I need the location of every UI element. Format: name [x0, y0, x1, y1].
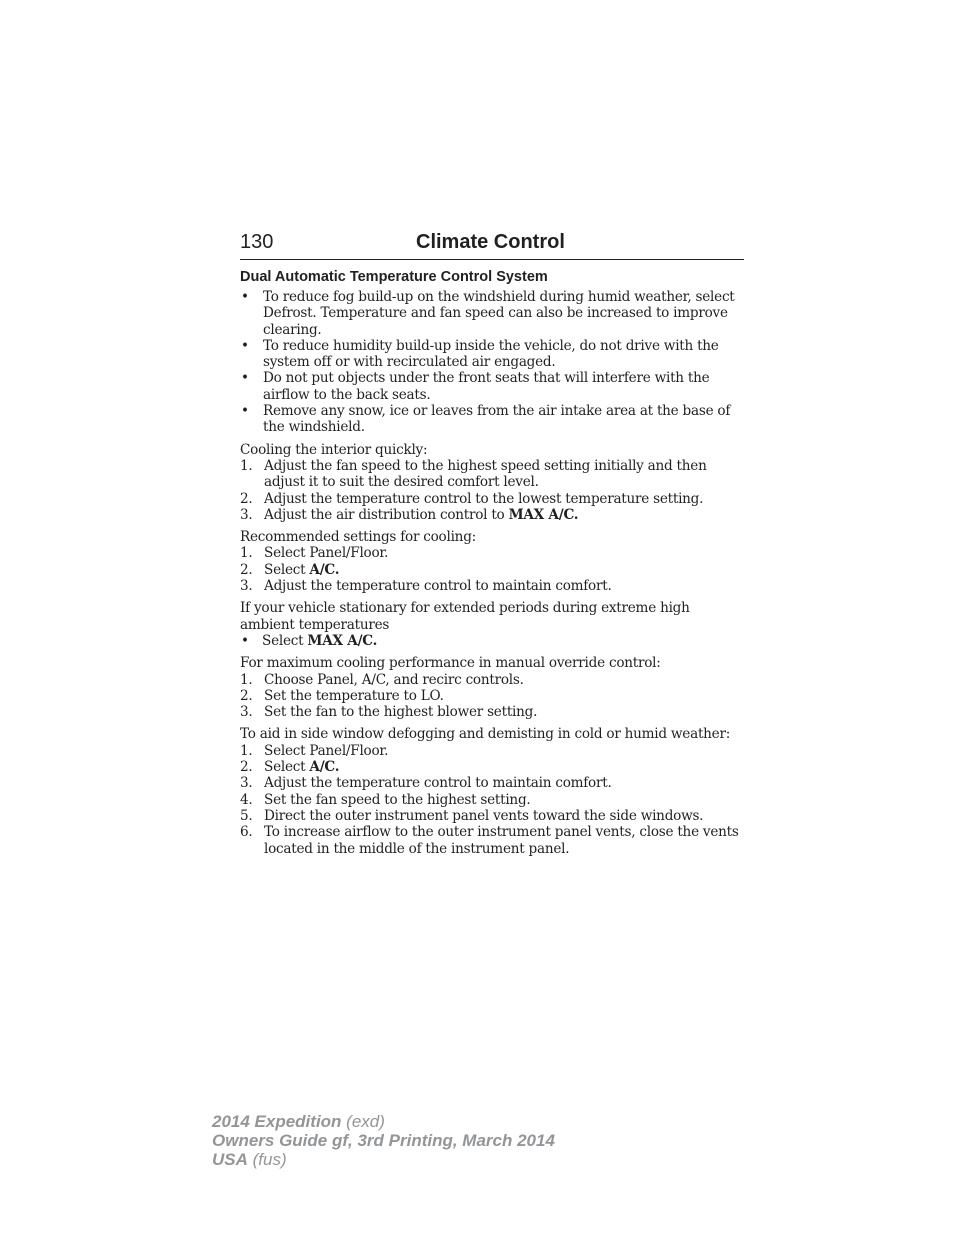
footer-line [212, 1150, 555, 1169]
list-item [240, 775, 744, 791]
recommended-steps [240, 545, 744, 594]
step-number: 3. [240, 578, 253, 595]
list-item-text: To increase airflow to the outer instrument panel vents, close the vents located in the middle of the instrument panel. [264, 824, 739, 857]
list-item [240, 562, 744, 578]
list-item-text: To reduce humidity build-up inside the vehicle, do not drive with the system off or with recirculated air engaged. [263, 337, 719, 371]
list-item [240, 289, 744, 338]
list-item-text: Set the temperature to LO. [264, 687, 444, 704]
list-item [240, 672, 744, 688]
list-item [240, 704, 744, 720]
list-item-text: Adjust the temperature control to maintain comfort. [264, 578, 612, 595]
chapter-title: Climate Control [416, 231, 565, 253]
list-item-text: Adjust the fan speed to the highest speed setting initially and then adjust it to suit the desired comfort level. [264, 457, 707, 491]
step-number: 1. [240, 545, 253, 562]
step-number: 1. [240, 457, 253, 474]
paragraph: If your vehicle stationary for extended periods during extreme high ambient temperatures [240, 600, 690, 633]
list-item [240, 458, 744, 491]
footer-line [212, 1112, 555, 1131]
list-item-text: Remove any snow, ice or leaves from the air intake area at the base of the windshield. [263, 403, 731, 436]
list-item [240, 370, 744, 403]
list-item-text: Direct the outer instrument panel vents toward the side windows. [264, 807, 704, 824]
step-number: 2. [240, 687, 253, 704]
bullet-marker: • [241, 337, 249, 354]
footer-market: USA [212, 1150, 248, 1169]
list-item-text: Set the fan speed to the highest setting. [264, 791, 531, 808]
list-item-text: Select Panel/Floor. [264, 545, 389, 562]
paragraph: To aid in side window defogging and demisting in cold or humid weather: [240, 726, 731, 743]
list-item [240, 403, 744, 436]
list-item [240, 688, 744, 704]
list-item [240, 338, 744, 371]
list-item [240, 743, 744, 759]
step-number: 3. [240, 775, 253, 792]
footer-line [212, 1131, 555, 1150]
list-item [240, 759, 744, 775]
list-item [240, 792, 744, 808]
page-number: 130 [240, 231, 274, 253]
bullet-marker: • [241, 632, 249, 649]
list-item-text: Select Panel/Floor. [264, 742, 389, 759]
page-content [240, 266, 744, 857]
list-item [240, 808, 744, 824]
list-item [240, 633, 744, 649]
list-item-text: Adjust the temperature control to the lowest temperature setting. [264, 490, 704, 507]
footer-code: (exd) [341, 1112, 385, 1131]
footer-model: 2014 Expedition [212, 1112, 342, 1131]
list-item-text: Select [262, 632, 308, 649]
bold-term: MAX A/C. [307, 632, 378, 649]
section-title: Dual Automatic Temperature Control System [240, 269, 548, 285]
step-number: 2. [240, 561, 253, 578]
list-item-text: Set the fan to the highest blower setting. [264, 704, 538, 721]
step-number: 6. [240, 824, 253, 841]
list-item [240, 507, 744, 523]
defogging-steps [240, 743, 744, 857]
bullet-marker: • [241, 289, 249, 305]
step-number: 3. [240, 704, 253, 721]
paragraph: Recommended settings for cooling: [240, 529, 476, 546]
manual-override-steps [240, 672, 744, 721]
step-number: 3. [240, 506, 253, 523]
page-header [240, 228, 744, 260]
list-item [240, 491, 744, 507]
bold-term: A/C. [309, 561, 340, 578]
list-item-text: Select [264, 561, 310, 578]
step-number: 2. [240, 490, 253, 507]
step-number: 2. [240, 759, 253, 776]
list-item-text: Select [264, 759, 310, 776]
page-footer [212, 1112, 555, 1169]
cooling-quick-steps [240, 458, 744, 523]
list-item [240, 578, 744, 594]
step-number: 1. [240, 671, 253, 688]
step-number: 4. [240, 791, 253, 808]
bullet-marker: • [241, 370, 249, 387]
list-item [240, 824, 744, 857]
paragraph: Cooling the interior quickly: [240, 441, 428, 458]
tips-list [240, 289, 744, 436]
paragraph: For maximum cooling performance in manual override control: [240, 655, 661, 672]
step-number: 1. [240, 742, 253, 759]
bold-term: MAX A/C. [508, 506, 579, 523]
footer-code: (fus) [247, 1150, 287, 1169]
bold-term: A/C. [309, 759, 340, 776]
bullet-marker: • [241, 403, 249, 420]
list-item-text: Adjust the air distribution control to [264, 506, 509, 523]
list-item-text: Choose Panel, A/C, and recirc controls. [264, 671, 524, 688]
list-item-text: Do not put objects under the front seats that will interfere with the airflow to the back seats. [263, 370, 710, 403]
list-item [240, 545, 744, 561]
list-item-text: Adjust the temperature control to maintain comfort. [264, 775, 612, 792]
step-number: 5. [240, 807, 253, 824]
list-item-text: To reduce fog build-up on the windshield during humid weather, select Defrost. Temperature and fan speed can also be increased to improve clearing. [263, 289, 735, 338]
footer-printing: Owners Guide gf, 3rd Printing, March 2014 [212, 1131, 555, 1150]
